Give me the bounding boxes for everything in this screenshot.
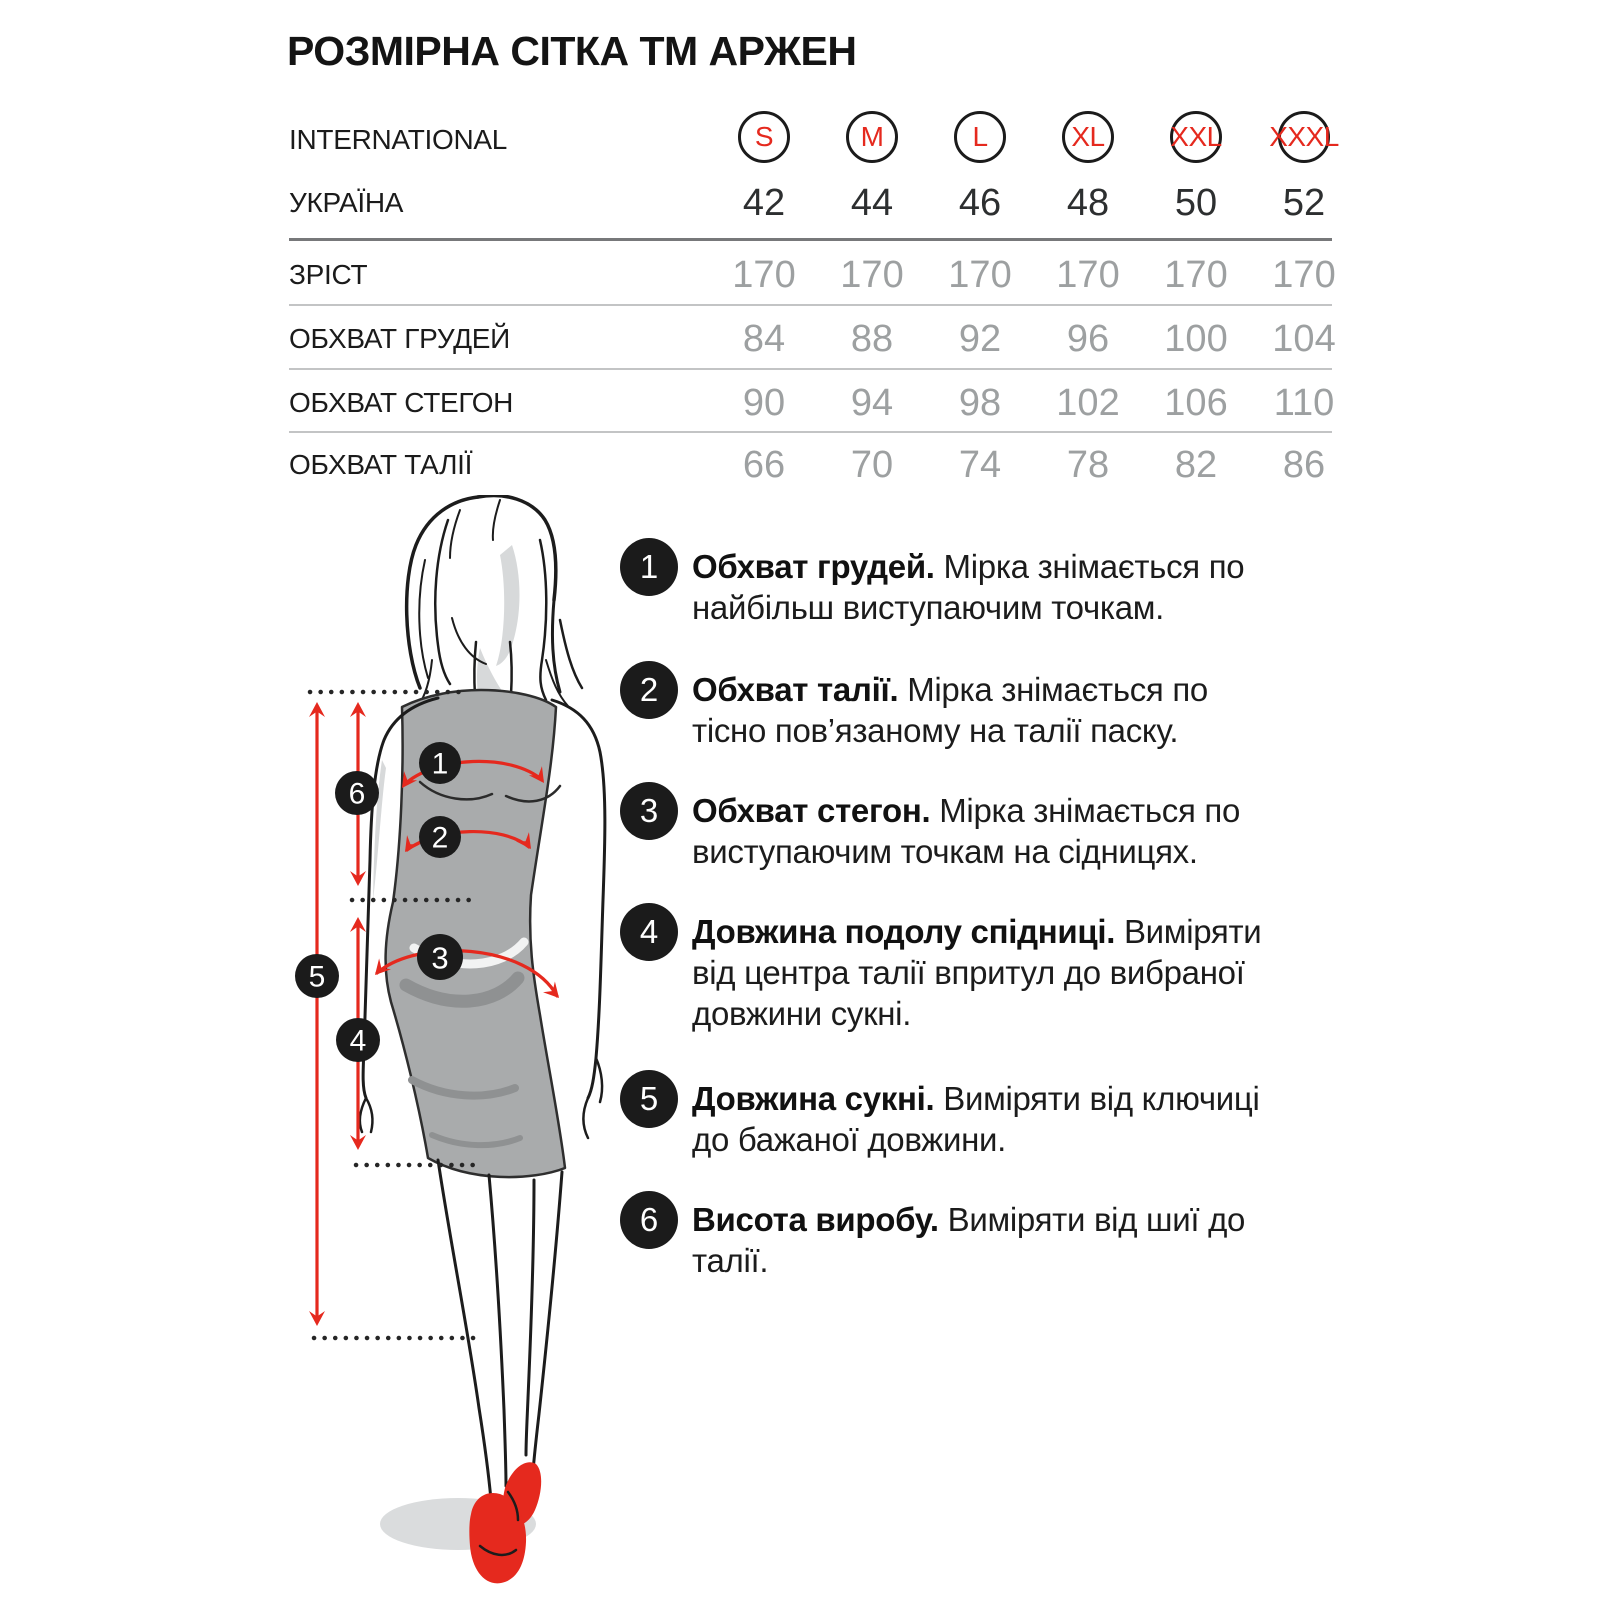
size-international-value: XXL (1170, 121, 1222, 152)
table-cell-value: 96 (1066, 318, 1110, 360)
table-cell-value: 82 (1174, 444, 1218, 486)
table-cell-value: 88 (850, 318, 894, 360)
table-row-label: ОБХВАТ ГРУДЕЙ (289, 323, 510, 354)
size-international-value: L (972, 121, 988, 152)
legend-item-number: 3 (620, 782, 678, 840)
table-divider-light (289, 304, 1332, 306)
row-label-ukraine: УКРАЇНА (289, 187, 404, 218)
table-cell-value: 170 (948, 254, 1012, 296)
size-ukraine-value: 44 (850, 182, 894, 224)
size-circle-M (846, 111, 898, 163)
legend-item-title: Висота виробу. (692, 1201, 939, 1238)
legend-item-text: Довжина сукні. Виміряти від ключиці до бажаної довжини. (692, 1080, 1260, 1158)
svg-text:6: 6 (348, 777, 366, 811)
table-cell-value: 74 (958, 444, 1002, 486)
table-row-label: ОБХВАТ СТЕГОН (289, 387, 514, 418)
legend-item-number: 4 (620, 903, 678, 961)
legend-item-text: Обхват стегон. Мірка знімається по виступаючим точкам на сідницях. (692, 792, 1241, 870)
table-cell-value: 90 (742, 382, 786, 424)
legend-item-number: 6 (620, 1191, 678, 1249)
svg-text:3: 3 (431, 940, 449, 976)
legend-item-number: 1 (620, 538, 678, 596)
size-ukraine-value: 48 (1066, 182, 1110, 224)
woman-figure-illustration (270, 495, 630, 1600)
figure-marker-3 (417, 934, 463, 980)
size-circle-S (738, 111, 790, 163)
size-ukraine-value: 46 (958, 182, 1002, 224)
svg-text:4: 4 (349, 1024, 367, 1058)
table-cell-value: 100 (1164, 318, 1228, 360)
table-divider-light (289, 368, 1332, 370)
figure-marker-6 (335, 771, 379, 815)
size-circle-XL (1062, 111, 1114, 163)
dress-shape (386, 690, 565, 1177)
size-ukraine-value: 50 (1174, 182, 1218, 224)
figure-marker-5 (295, 954, 339, 998)
legend-item-text: Висота виробу. Виміряти від шиї до талії. (692, 1201, 1246, 1279)
table-cell-value: 102 (1056, 382, 1120, 424)
legend-item-title: Обхват грудей. (692, 548, 935, 585)
legs-sketch (438, 1160, 562, 1500)
table-divider-dark (289, 238, 1332, 241)
legend-item-number: 2 (620, 661, 678, 719)
svg-text:5: 5 (308, 960, 326, 994)
size-international-value: XL (1071, 121, 1105, 152)
figure-marker-2 (419, 816, 461, 858)
table-cell-value: 110 (1273, 382, 1335, 424)
size-ukraine-value: 42 (742, 182, 786, 224)
row-label-international: INTERNATIONAL (289, 124, 508, 155)
table-cell-value: 92 (958, 318, 1002, 360)
table-cell-value: 98 (958, 382, 1002, 424)
svg-text:2: 2 (431, 821, 449, 855)
hair-sketch (407, 496, 582, 706)
table-cell-value: 104 (1272, 318, 1336, 360)
figure-marker-4 (336, 1018, 380, 1062)
legend-item-number: 5 (620, 1070, 678, 1128)
table-cell-value: 70 (850, 444, 894, 486)
table-divider-light (289, 431, 1332, 433)
size-circle-L (954, 111, 1006, 163)
table-cell-value: 78 (1066, 444, 1110, 486)
size-ukraine-value: 52 (1282, 182, 1326, 224)
svg-text:1: 1 (431, 747, 449, 781)
table-cell-value: 106 (1164, 382, 1228, 424)
table-cell-value: 84 (742, 318, 786, 360)
table-cell-value: 86 (1282, 444, 1326, 486)
legend-item-title: Обхват талії. (692, 671, 899, 708)
table-row-label: ЗРІСТ (289, 259, 368, 290)
legend-item-text: Обхват грудей. Мірка знімається по найбільш виступаючим точкам. (692, 548, 1245, 626)
legend-item-title: Довжина сукні. (692, 1080, 935, 1117)
table-cell-value: 66 (742, 444, 786, 486)
legend-item-text: Обхват талії. Мірка знімається по тісно пов’язаному на талії паску. (692, 671, 1208, 749)
page-title: РОЗМІРНА СІТКА ТМ АРЖЕН (287, 28, 857, 74)
size-circle-XXL (1170, 111, 1222, 163)
table-cell-value: 170 (1272, 254, 1336, 296)
size-international-value: S (754, 121, 774, 152)
table-cell-value: 94 (850, 382, 894, 424)
table-cell-value: 170 (1056, 254, 1120, 296)
table-cell-value: 170 (1164, 254, 1228, 296)
table-cell-value: 170 (840, 254, 904, 296)
size-circle-XXXL (1269, 111, 1339, 163)
size-international-value: M (860, 121, 884, 152)
legend-item-title: Обхват стегон. (692, 792, 931, 829)
table-row-label: ОБХВАТ ТАЛІЇ (289, 449, 473, 480)
legend-item-title: Довжина подолу спідниці. (692, 913, 1116, 950)
size-international-value: XXXL (1269, 121, 1339, 152)
figure-marker-1 (419, 742, 461, 784)
table-cell-value: 170 (732, 254, 796, 296)
legend-item-text: Довжина подолу спідниці. Виміряти від центра талії впритул до вибраної довжини сукні. (692, 913, 1262, 1032)
